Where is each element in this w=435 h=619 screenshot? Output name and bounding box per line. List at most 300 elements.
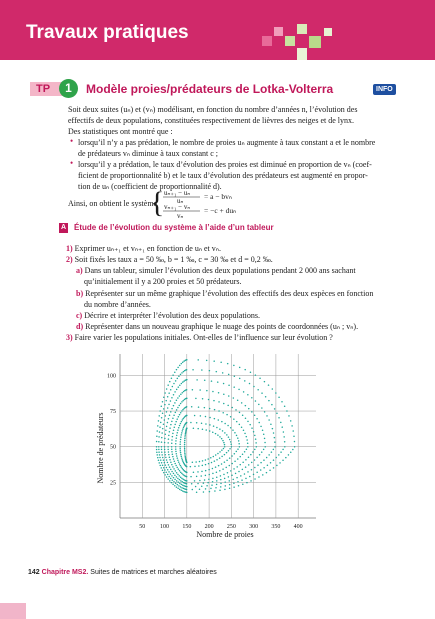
data-point — [236, 477, 238, 479]
data-point — [273, 449, 275, 451]
data-point — [223, 403, 225, 405]
data-point — [172, 436, 174, 438]
data-point — [230, 416, 232, 418]
data-point — [179, 443, 181, 445]
data-point — [292, 430, 294, 432]
data-point — [179, 425, 181, 427]
data-point — [217, 434, 219, 436]
data-point — [268, 384, 270, 386]
data-point — [161, 454, 163, 456]
data-point — [216, 459, 218, 461]
data-point — [182, 418, 184, 420]
data-point — [274, 446, 276, 448]
data-point — [247, 394, 249, 396]
data-point — [162, 413, 164, 415]
data-point — [219, 428, 221, 430]
data-point — [228, 384, 230, 386]
data-point — [216, 484, 218, 486]
data-point — [177, 429, 179, 431]
data-point — [169, 480, 171, 482]
data-point — [270, 424, 272, 426]
data-point — [177, 457, 179, 459]
data-point — [223, 393, 225, 395]
data-point — [162, 428, 164, 430]
data-point — [158, 460, 160, 462]
data-point — [208, 399, 210, 401]
data-point — [159, 465, 161, 467]
data-point — [204, 380, 206, 382]
data-point — [171, 397, 173, 399]
data-point — [182, 361, 184, 363]
question-3 — [66, 332, 333, 343]
data-point — [220, 486, 222, 488]
data-point — [186, 466, 188, 468]
data-point — [180, 436, 182, 438]
subquestion-a-cont: qu’initialement il y a 200 proies et 50 prédateurs. — [84, 277, 242, 286]
data-point — [291, 425, 293, 427]
data-point — [234, 453, 236, 455]
data-point — [218, 410, 220, 412]
question-text: Soit fixés les taux a = 50 ‰, b = 1 ‰, c = 30 ‰ et d = 0,2 ‰. — [74, 255, 273, 264]
data-point — [182, 460, 184, 462]
data-point — [169, 414, 171, 416]
data-point — [280, 422, 282, 424]
data-point — [180, 423, 182, 425]
data-point — [174, 402, 176, 404]
data-point — [165, 464, 167, 466]
data-point — [275, 457, 277, 459]
data-point — [237, 448, 239, 450]
data-point — [276, 413, 278, 415]
data-point — [218, 401, 220, 403]
data-point — [218, 465, 220, 467]
data-point — [223, 474, 225, 476]
data-point — [245, 466, 247, 468]
data-point — [266, 415, 268, 417]
section-letter: A — [60, 224, 67, 231]
data-point — [170, 424, 172, 426]
subquestion-label: d) — [76, 322, 84, 331]
data-point — [206, 485, 208, 487]
data-point — [165, 400, 167, 402]
data-point — [183, 425, 185, 427]
data-point — [181, 401, 183, 403]
data-point — [246, 448, 248, 450]
data-point — [205, 416, 207, 418]
data-point — [260, 426, 262, 428]
data-point — [219, 490, 221, 492]
data-point — [184, 436, 186, 438]
data-point — [267, 465, 269, 467]
data-point — [234, 461, 236, 463]
data-point — [177, 397, 179, 399]
data-point — [222, 412, 224, 414]
data-point — [206, 390, 208, 392]
data-point — [173, 414, 175, 416]
data-point — [156, 454, 158, 456]
tp-number: 1 — [59, 79, 78, 98]
data-point — [180, 439, 182, 441]
data-point — [244, 380, 246, 382]
data-point — [171, 475, 173, 477]
data-point — [175, 446, 177, 448]
data-point — [229, 484, 231, 486]
data-point — [257, 389, 259, 391]
footer-color-bar — [0, 603, 26, 619]
data-point — [171, 408, 173, 410]
data-point — [274, 441, 276, 443]
data-point — [176, 400, 178, 402]
question-number: 3) — [66, 333, 73, 342]
data-point — [176, 369, 178, 371]
data-point — [238, 440, 240, 442]
data-point — [180, 452, 182, 454]
data-point — [169, 381, 171, 383]
data-point — [176, 472, 178, 474]
data-point — [177, 459, 179, 461]
data-point — [163, 459, 165, 461]
data-point — [229, 448, 231, 450]
data-point — [181, 473, 183, 475]
data-point — [232, 429, 234, 431]
data-point — [273, 459, 275, 461]
data-point — [209, 424, 211, 426]
data-point — [158, 446, 160, 448]
data-point — [221, 421, 223, 423]
data-point — [273, 432, 275, 434]
subquestion-a — [76, 265, 356, 276]
data-point — [250, 454, 252, 456]
x-tick-label: 250 — [226, 524, 236, 530]
data-point — [259, 454, 261, 456]
data-point — [244, 473, 246, 475]
data-point — [174, 391, 176, 393]
data-point — [231, 463, 233, 465]
data-point — [160, 459, 162, 461]
data-point — [253, 386, 255, 388]
data-point — [239, 367, 241, 369]
data-point — [239, 446, 241, 448]
data-point — [179, 384, 181, 386]
data-point — [161, 446, 163, 448]
data-point — [178, 468, 180, 470]
data-point — [212, 478, 214, 480]
data-point — [196, 379, 198, 381]
data-point — [163, 424, 165, 426]
data-point — [272, 428, 274, 430]
data-point — [282, 460, 284, 462]
data-point — [272, 388, 274, 390]
data-point — [271, 451, 273, 453]
eq1-denominator: uₙ — [177, 197, 184, 205]
data-point — [232, 479, 234, 481]
data-point — [256, 472, 258, 474]
data-point — [167, 474, 169, 476]
data-point — [184, 438, 186, 440]
data-point — [168, 404, 170, 406]
y-tick-label: 75 — [110, 409, 116, 416]
data-point — [156, 446, 158, 448]
data-point — [162, 470, 164, 472]
data-point — [236, 435, 238, 437]
data-point — [278, 397, 280, 399]
data-point — [181, 484, 183, 486]
eq2-rhs: = −c + duₙ — [204, 206, 237, 215]
data-point — [162, 401, 164, 403]
data-point — [233, 468, 235, 470]
subquestion-d — [76, 321, 358, 332]
data-point — [281, 426, 283, 428]
data-point — [211, 380, 213, 382]
data-point — [227, 405, 229, 407]
x-axis-label: Nombre de proies — [196, 530, 254, 539]
data-point — [230, 427, 232, 429]
data-point — [225, 485, 227, 487]
data-point — [184, 370, 186, 372]
data-point — [177, 432, 179, 434]
data-point — [200, 475, 202, 477]
data-point — [268, 400, 270, 402]
data-point — [263, 449, 265, 451]
data-point — [242, 453, 244, 455]
data-point — [196, 476, 198, 478]
data-point — [249, 383, 251, 385]
data-point — [224, 478, 226, 480]
chart-grid — [120, 354, 316, 518]
data-point — [164, 446, 166, 448]
data-point — [236, 466, 238, 468]
data-point — [237, 481, 239, 483]
decor-square — [309, 36, 321, 48]
data-point — [173, 468, 175, 470]
data-point — [199, 480, 201, 482]
data-point — [182, 468, 184, 470]
data-point — [245, 417, 247, 419]
data-point — [180, 403, 182, 405]
data-point — [163, 467, 165, 469]
data-point — [181, 392, 183, 394]
data-point — [175, 448, 177, 450]
data-point — [257, 464, 259, 466]
data-point — [173, 481, 175, 483]
subquestion-text: Dans un tableur, simuler l’évolution des deux populations pendant 2 000 ans sachant — [84, 266, 356, 275]
data-point — [205, 459, 207, 461]
data-point — [214, 418, 216, 420]
data-point — [212, 468, 214, 470]
data-point — [264, 438, 266, 440]
data-point — [202, 465, 204, 467]
data-point — [242, 414, 244, 416]
eq2-denominator: vₙ — [177, 212, 184, 220]
data-point — [174, 479, 176, 481]
data-point — [246, 439, 248, 441]
data-point — [190, 466, 192, 468]
data-point — [180, 486, 182, 488]
question-number: 1) — [66, 244, 73, 253]
data-point — [201, 486, 203, 488]
data-point — [278, 417, 280, 419]
data-point — [276, 465, 278, 467]
data-point — [207, 458, 209, 460]
tp-tab: TP — [30, 82, 72, 96]
data-point — [176, 476, 178, 478]
data-point — [179, 405, 181, 407]
data-point — [179, 446, 181, 448]
data-point — [242, 461, 244, 463]
data-point — [251, 462, 253, 464]
data-point — [284, 441, 286, 443]
bullet-line: tion de uₙ (coefficient de proportionnalité d). — [78, 182, 222, 191]
data-point — [162, 457, 164, 459]
data-point — [199, 389, 201, 391]
data-point — [180, 454, 182, 456]
data-point — [239, 464, 241, 466]
subquestion-b — [76, 288, 373, 299]
data-point — [233, 483, 235, 485]
data-point — [205, 429, 207, 431]
bullet-line: lorsqu’il n’y a pas prédation, le nombre de proies uₙ augmente à taux constant a et le nombre — [78, 138, 376, 147]
data-point — [168, 438, 170, 440]
data-point — [173, 383, 175, 385]
data-point — [167, 469, 169, 471]
data-point — [224, 444, 226, 446]
chapter-title: Suites de matrices et marches aléatoires — [90, 569, 217, 576]
data-point — [171, 446, 173, 448]
data-point — [251, 411, 253, 413]
data-point — [183, 417, 185, 419]
data-point — [181, 478, 183, 480]
data-point — [183, 360, 185, 362]
subquestion-label: b) — [76, 289, 84, 298]
data-point — [164, 392, 166, 394]
data-point — [253, 474, 255, 476]
data-point — [195, 398, 197, 400]
data-point — [255, 438, 257, 440]
data-point — [171, 439, 173, 441]
data-point — [165, 415, 167, 417]
data-point — [212, 391, 214, 393]
data-point — [175, 440, 177, 442]
data-point — [175, 421, 177, 423]
question-2 — [66, 254, 273, 265]
data-point — [195, 486, 197, 488]
data-point — [231, 474, 233, 476]
data-point — [184, 390, 186, 392]
data-point — [167, 422, 169, 424]
data-point — [284, 446, 286, 448]
data-point — [221, 438, 223, 440]
data-point — [170, 461, 172, 463]
footer — [28, 569, 217, 576]
data-point — [173, 405, 175, 407]
data-point — [173, 477, 175, 479]
data-point — [211, 484, 213, 486]
data-point — [175, 443, 177, 445]
data-point — [228, 374, 230, 376]
data-point — [176, 437, 178, 439]
data-point — [221, 449, 223, 451]
data-point — [165, 434, 167, 436]
data-point — [161, 441, 163, 443]
data-point — [202, 428, 204, 430]
data-point — [172, 484, 174, 486]
data-point — [233, 365, 235, 367]
data-point — [261, 451, 263, 453]
subquestion-label: a) — [76, 266, 83, 275]
data-point — [171, 471, 173, 473]
data-point — [273, 467, 275, 469]
data-point — [239, 456, 241, 458]
data-point — [177, 367, 179, 369]
data-point — [242, 484, 244, 486]
data-point — [203, 482, 205, 484]
data-point — [176, 435, 178, 437]
data-point — [186, 492, 188, 494]
data-point — [167, 462, 169, 464]
data-point — [184, 440, 186, 442]
data-point — [181, 372, 183, 374]
data-point — [158, 451, 160, 453]
data-point — [214, 460, 216, 462]
data-point — [245, 478, 247, 480]
data-point — [217, 381, 219, 383]
data-point — [211, 462, 213, 464]
data-point — [170, 469, 172, 471]
data-point — [158, 441, 160, 443]
data-point — [249, 424, 251, 426]
data-point — [169, 427, 171, 429]
data-point — [192, 369, 194, 371]
data-point — [259, 377, 261, 379]
data-point — [172, 453, 174, 455]
data-point — [258, 422, 260, 424]
data-point — [157, 457, 159, 459]
data-point — [197, 471, 199, 473]
data-point — [193, 472, 195, 474]
data-point — [260, 469, 262, 471]
data-point — [244, 451, 246, 453]
data-point — [169, 431, 171, 433]
data-point — [196, 422, 198, 424]
data-point — [170, 400, 172, 402]
data-point — [190, 476, 192, 478]
data-point — [212, 431, 214, 433]
data-point — [247, 443, 249, 445]
data-point — [166, 411, 168, 413]
system-brace: { — [150, 188, 165, 219]
subquestion-text: Représenter sur un même graphique l’évolution des effectifs des deux espèces en fonction — [85, 289, 374, 298]
y-tick-label: 100 — [107, 373, 116, 380]
data-point — [178, 427, 180, 429]
intro-line: effectifs de deux populations, constituées respectivement de lièvres des neiges et de lynx. — [68, 116, 354, 125]
bullet-icon: • — [70, 158, 74, 168]
data-point — [279, 462, 281, 464]
data-point — [179, 365, 181, 367]
data-point — [229, 457, 231, 459]
data-point — [245, 459, 247, 461]
data-point — [237, 458, 239, 460]
data-point — [238, 471, 240, 473]
data-point — [165, 430, 167, 432]
data-point — [202, 398, 204, 400]
data-point — [254, 414, 256, 416]
data-point — [254, 478, 256, 480]
data-point — [264, 411, 266, 413]
data-point — [205, 475, 207, 477]
data-point — [261, 407, 263, 409]
data-point — [179, 463, 181, 465]
data-point — [193, 428, 195, 430]
